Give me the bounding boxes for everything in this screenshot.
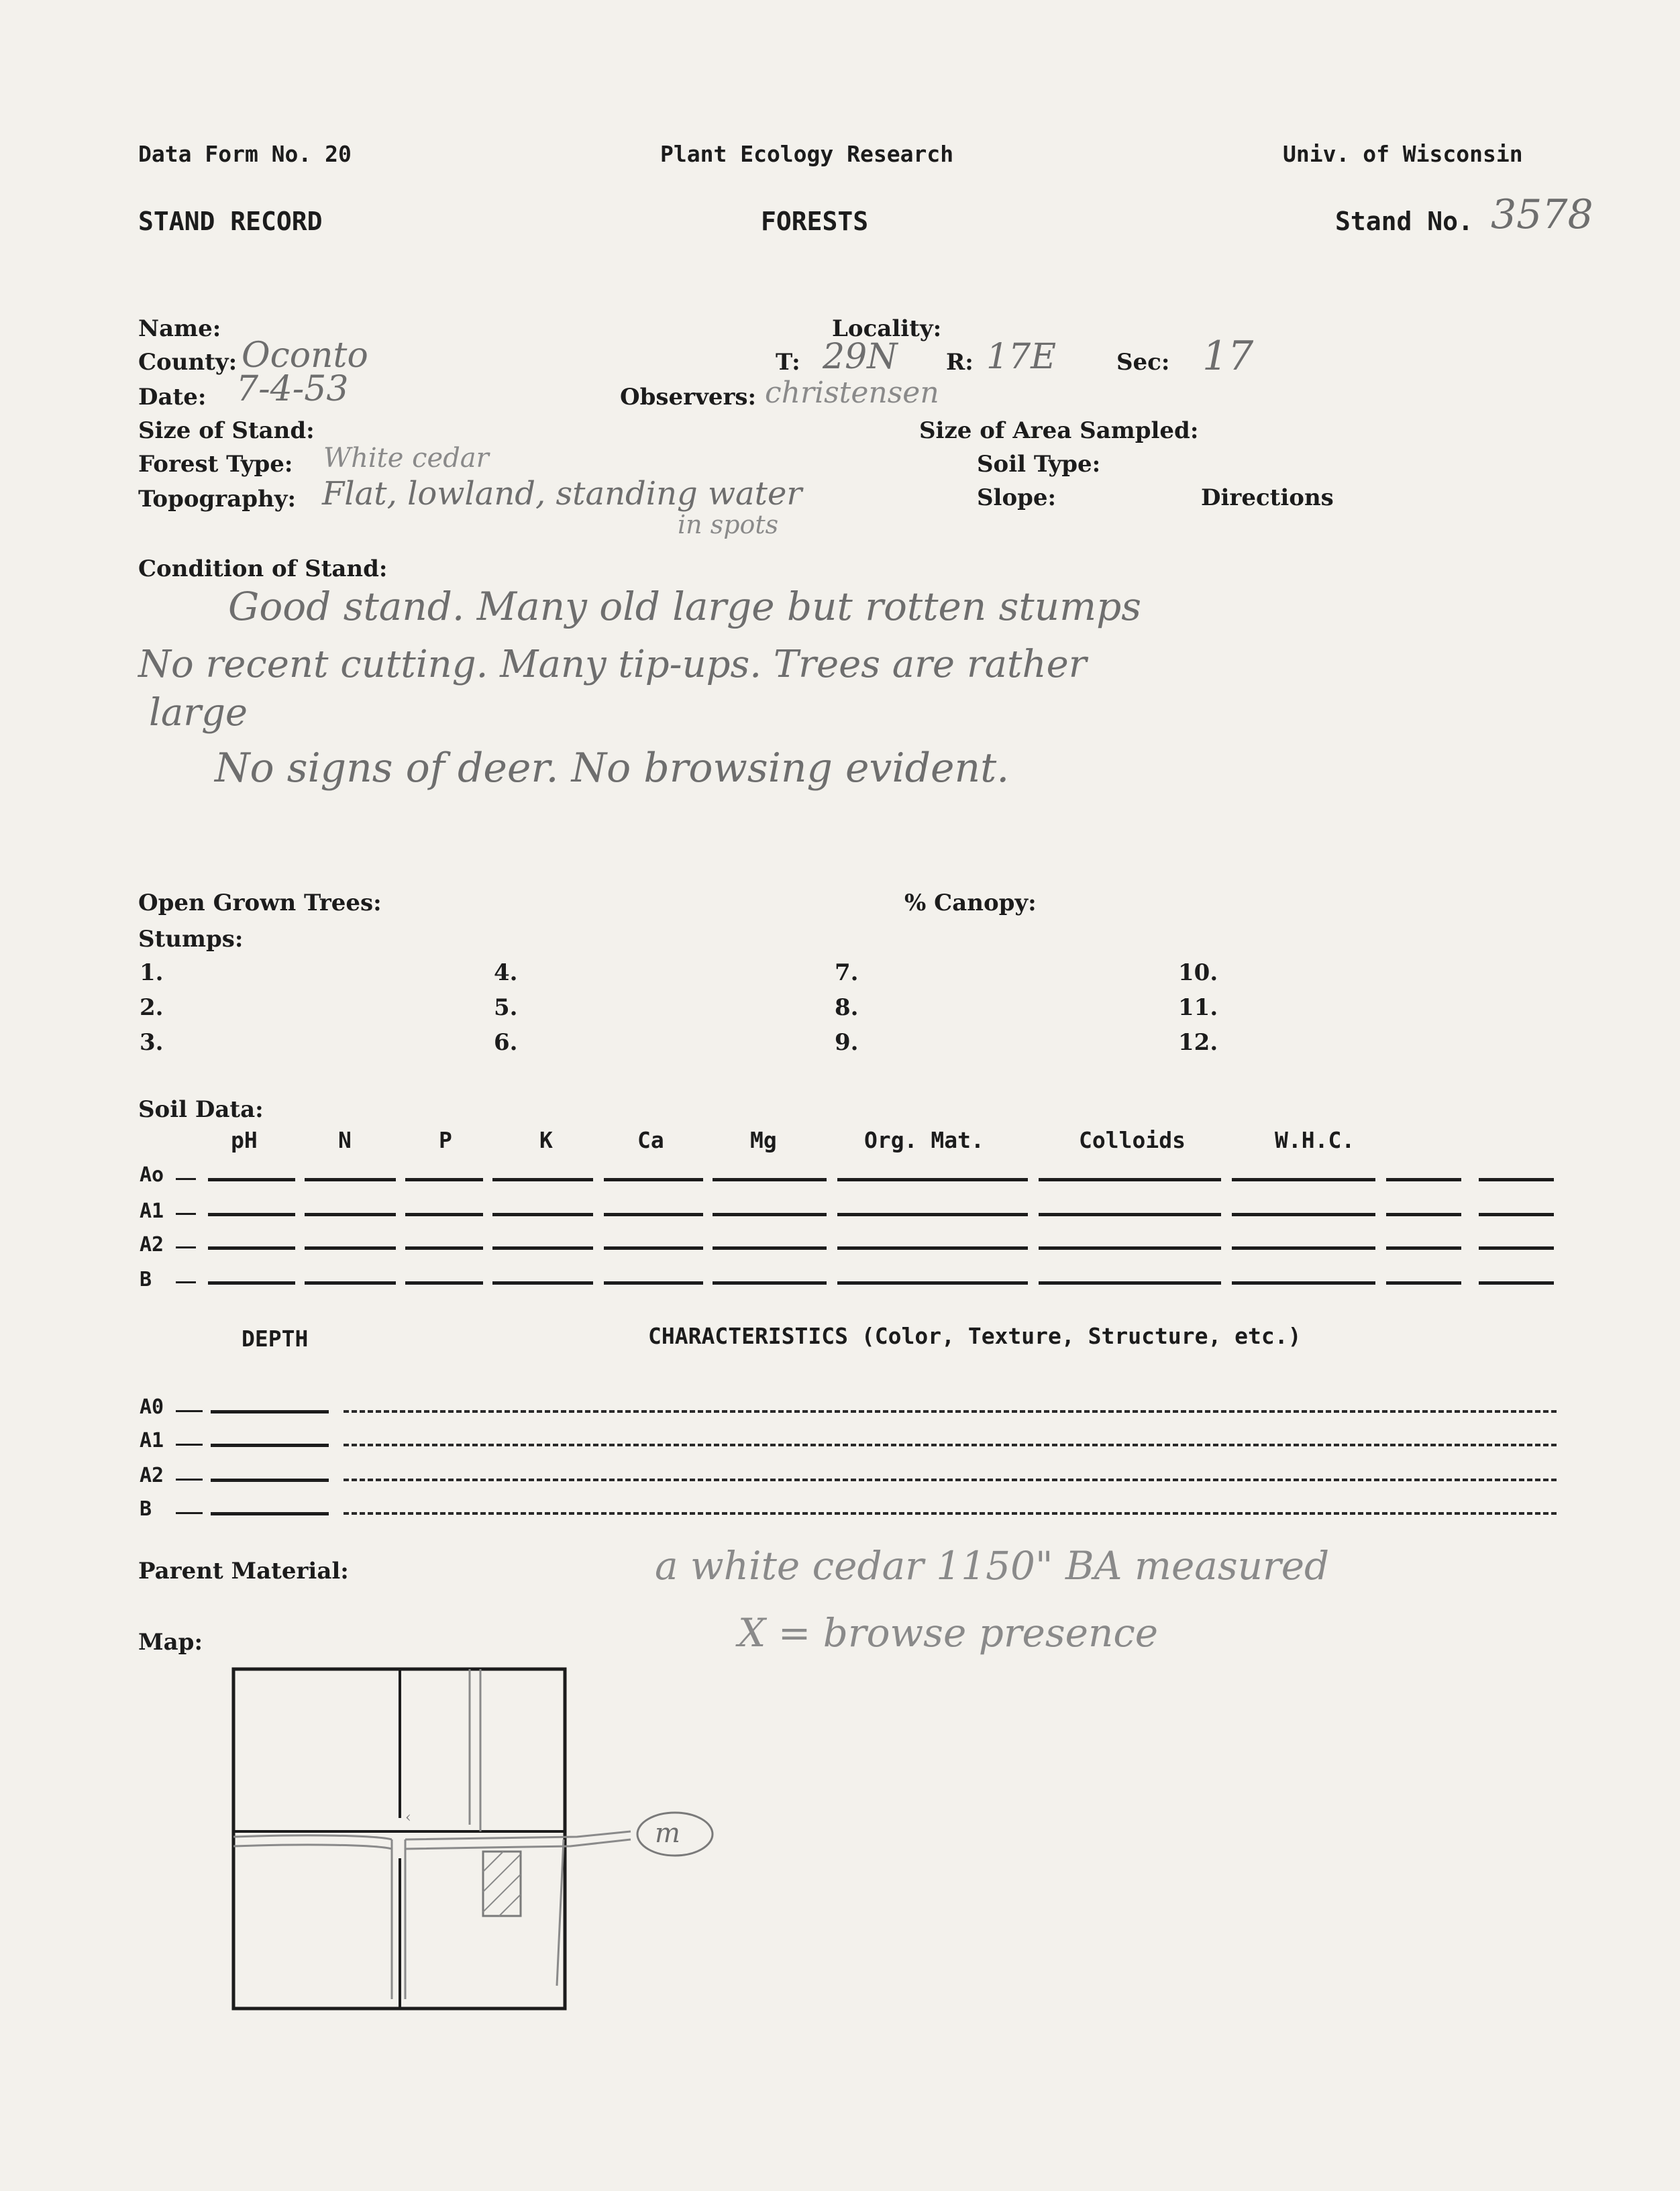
soil-entry-line: [1232, 1178, 1375, 1181]
soil-entry-line: [1479, 1281, 1554, 1285]
characteristics-entry-line: [344, 1410, 1557, 1413]
characteristics-entry-line: [344, 1512, 1557, 1515]
soil-row-label: A2: [140, 1233, 164, 1257]
depth-header: DEPTH: [242, 1326, 309, 1352]
soil-entry-line: [305, 1281, 396, 1285]
soil-entry-line: [208, 1246, 295, 1250]
date-value: 7-4-53: [236, 369, 349, 409]
record-title: STAND RECORD: [138, 207, 323, 236]
horizon-row-dash: [176, 1512, 203, 1514]
observers-value: christensen: [765, 376, 939, 410]
stump-number: 1.: [140, 959, 164, 986]
township-value: 29N: [823, 337, 898, 377]
depth-entry-line: [211, 1410, 329, 1413]
note-line-1: a white cedar 1150" BA measured: [655, 1543, 1330, 1589]
map-marker: m: [655, 1818, 680, 1849]
soil-entry-line: [208, 1178, 295, 1181]
soil-entry-line: [1039, 1213, 1221, 1216]
stump-number: 10.: [1178, 959, 1218, 986]
topography-label: Topography:: [138, 486, 297, 513]
soil-entry-line: [1386, 1178, 1461, 1181]
soil-entry-line: [1232, 1213, 1375, 1216]
depth-entry-line: [211, 1444, 329, 1447]
soil-entry-line: [1386, 1281, 1461, 1285]
soil-entry-line: [604, 1246, 703, 1250]
depth-entry-line: [211, 1512, 329, 1515]
section-label: Sec:: [1116, 349, 1170, 376]
soil-entry-line: [1479, 1246, 1554, 1250]
forest-type-label: Forest Type:: [138, 451, 293, 478]
soil-row-label: Ao: [140, 1163, 164, 1187]
soil-entry-line: [305, 1213, 396, 1216]
open-grown-trees-label: Open Grown Trees:: [138, 890, 382, 916]
hatching: [483, 1852, 521, 1916]
soil-entry-line: [1479, 1213, 1554, 1216]
soil-entry-line: [837, 1213, 1028, 1216]
topography-value-2: in spots: [678, 510, 779, 539]
stump-number: 3.: [140, 1029, 164, 1056]
county-label: County:: [138, 349, 238, 376]
soil-row-dash: [176, 1281, 196, 1283]
size-of-stand-label: Size of Stand:: [138, 417, 315, 444]
soil-column-header: Ca: [637, 1127, 664, 1153]
soil-entry-line: [405, 1246, 483, 1250]
condition-label: Condition of Stand:: [138, 555, 388, 582]
horizon-row-dash: [176, 1479, 203, 1481]
soil-row-label: B: [140, 1268, 152, 1291]
horizon-row-label: A0: [140, 1395, 164, 1419]
directions-label: Directions: [1201, 484, 1334, 511]
range-label: R:: [946, 349, 974, 376]
slope-label: Slope:: [977, 484, 1057, 511]
soil-entry-line: [492, 1281, 593, 1285]
organization-name: Plant Ecology Research: [660, 141, 954, 167]
category-title: FORESTS: [761, 207, 869, 236]
soil-column-header: W.H.C.: [1275, 1127, 1355, 1153]
parent-material-label: Parent Material:: [138, 1558, 349, 1585]
size-area-sampled-label: Size of Area Sampled:: [919, 417, 1199, 444]
soil-entry-line: [492, 1246, 593, 1250]
locality-label: Locality:: [832, 315, 942, 342]
soil-entry-line: [405, 1178, 483, 1181]
soil-entry-line: [305, 1246, 396, 1250]
soil-entry-line: [604, 1178, 703, 1181]
soil-entry-line: [305, 1178, 396, 1181]
depth-entry-line: [211, 1479, 329, 1482]
soil-entry-line: [1039, 1178, 1221, 1181]
condition-line-1: Good stand. Many old large but rotten stumps: [228, 584, 1141, 629]
stump-number: 12.: [1178, 1029, 1218, 1056]
soil-entry-line: [604, 1281, 703, 1285]
stand-number-value: 3578: [1491, 191, 1593, 238]
soil-entry-line: [208, 1281, 295, 1285]
name-label: Name:: [138, 315, 221, 342]
soil-entry-line: [837, 1281, 1028, 1285]
soil-row-dash: [176, 1178, 196, 1180]
condition-line-2: No recent cutting. Many tip-ups. Trees are rather: [138, 643, 1087, 686]
soil-entry-line: [713, 1281, 827, 1285]
map-road: [233, 1669, 631, 1999]
county-value: Oconto: [242, 335, 368, 376]
canopy-label: % Canopy:: [904, 890, 1037, 916]
condition-line-3: large: [149, 691, 248, 735]
soil-entry-line: [1039, 1281, 1221, 1285]
observers-label: Observers:: [620, 384, 757, 411]
soil-entry-line: [208, 1213, 295, 1216]
forest-type-value: White cedar: [323, 443, 489, 474]
soil-row-dash: [176, 1213, 196, 1215]
soil-entry-line: [713, 1178, 827, 1181]
stump-number: 7.: [835, 959, 859, 986]
horizon-row-label: A1: [140, 1429, 164, 1452]
horizon-row-dash: [176, 1444, 203, 1446]
stump-number: 6.: [494, 1029, 518, 1056]
soil-column-header: N: [338, 1127, 352, 1153]
soil-type-label: Soil Type:: [977, 451, 1101, 478]
section-value: 17: [1202, 333, 1254, 380]
characteristics-entry-line: [344, 1444, 1557, 1446]
stand-map: [228, 1664, 778, 2026]
characteristics-entry-line: [344, 1479, 1557, 1481]
horizon-row-label: B: [140, 1497, 152, 1521]
form-number: Data Form No. 20: [138, 141, 352, 167]
stand-number-label: Stand No.: [1335, 207, 1473, 236]
soil-entry-line: [837, 1178, 1028, 1181]
soil-column-header: Colloids: [1079, 1127, 1186, 1153]
characteristics-header: CHARACTERISTICS (Color, Texture, Structure, etc.): [648, 1323, 1302, 1349]
soil-entry-line: [1039, 1246, 1221, 1250]
soil-entry-line: [1232, 1246, 1375, 1250]
stump-number: 2.: [140, 994, 164, 1021]
soil-column-header: pH: [231, 1127, 258, 1153]
stump-number: 11.: [1178, 994, 1218, 1021]
soil-entry-line: [492, 1178, 593, 1181]
soil-column-header: P: [439, 1127, 452, 1153]
topography-value: Flat, lowland, standing water: [322, 475, 802, 513]
soil-entry-line: [1479, 1178, 1554, 1181]
soil-entry-line: [837, 1246, 1028, 1250]
stump-number: 9.: [835, 1029, 859, 1056]
soil-entry-line: [405, 1213, 483, 1216]
soil-data-label: Soil Data:: [138, 1096, 264, 1123]
soil-row-dash: [176, 1246, 196, 1248]
soil-row-label: A1: [140, 1199, 164, 1223]
stump-number: 5.: [494, 994, 518, 1021]
township-label: T:: [776, 349, 800, 376]
soil-entry-line: [1386, 1246, 1461, 1250]
soil-column-header: Org. Mat.: [864, 1127, 984, 1153]
university-name: Univ. of Wisconsin: [1283, 141, 1523, 167]
soil-entry-line: [713, 1246, 827, 1250]
stump-number: 8.: [835, 994, 859, 1021]
soil-entry-line: [492, 1213, 593, 1216]
date-label: Date:: [138, 384, 207, 411]
map-label: Map:: [138, 1629, 203, 1656]
soil-entry-line: [405, 1281, 483, 1285]
soil-entry-line: [604, 1213, 703, 1216]
horizon-row-dash: [176, 1410, 203, 1412]
condition-line-4: No signs of deer. No browsing evident.: [215, 745, 1010, 792]
stump-number: 4.: [494, 959, 518, 986]
soil-entry-line: [1232, 1281, 1375, 1285]
soil-column-header: K: [539, 1127, 553, 1153]
horizon-row-label: A2: [140, 1464, 164, 1487]
map-tick-mark: ‹: [405, 1809, 411, 1826]
soil-entry-line: [1386, 1213, 1461, 1216]
soil-entry-line: [713, 1213, 827, 1216]
note-line-2: X = browse presence: [738, 1610, 1159, 1656]
range-value: 17E: [986, 337, 1057, 377]
soil-column-header: Mg: [750, 1127, 777, 1153]
stumps-label: Stumps:: [138, 926, 244, 953]
